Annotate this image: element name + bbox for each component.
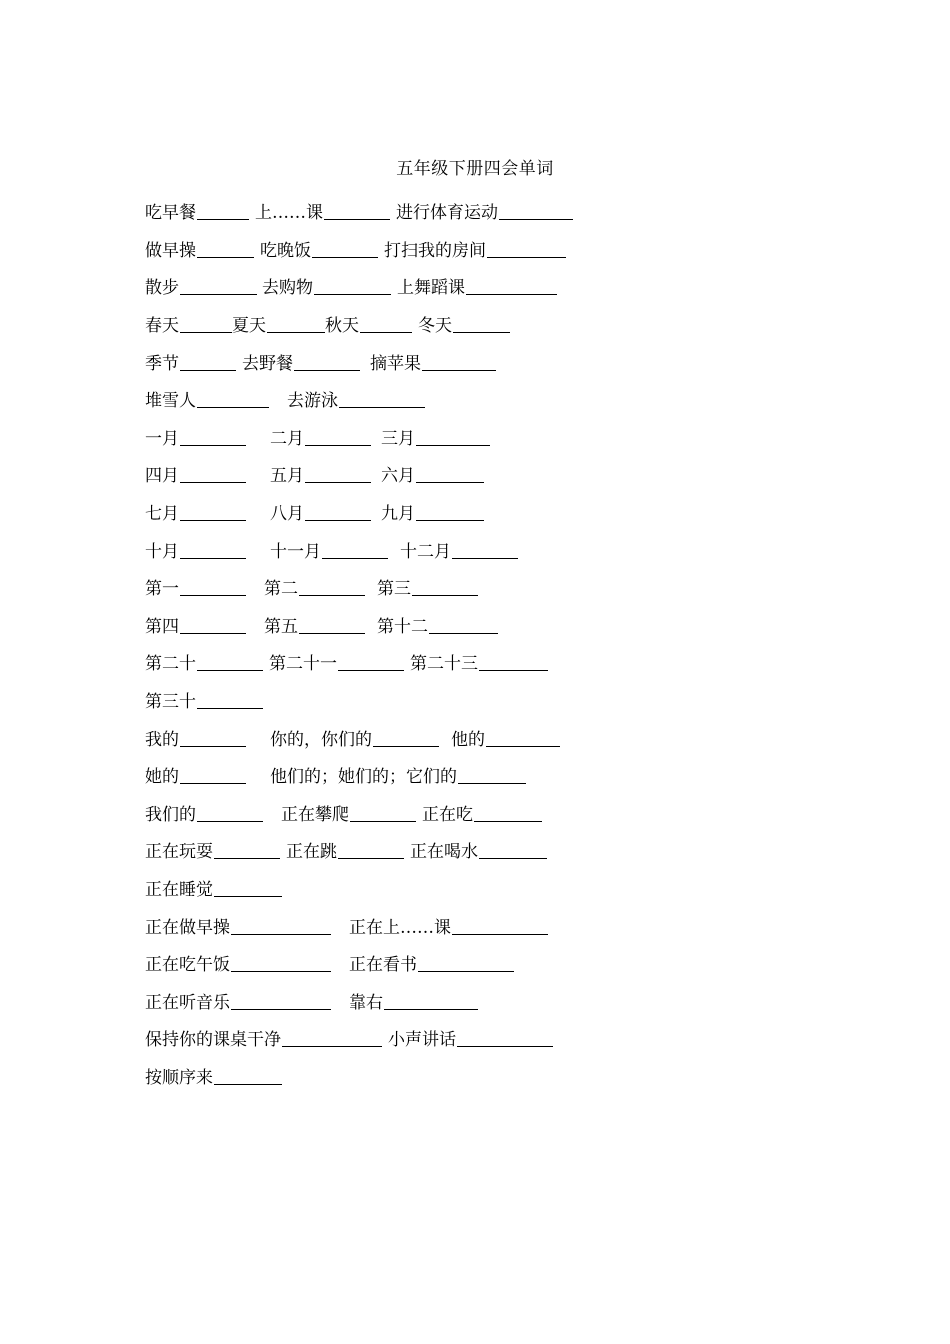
vocab-entry	[396, 198, 573, 223]
vocab-label: 五月	[270, 466, 304, 487]
answer-blank[interactable]	[312, 241, 378, 258]
vocab-label: 正在睡觉	[145, 879, 213, 900]
vocab-entry	[397, 273, 557, 298]
answer-blank[interactable]	[180, 579, 246, 596]
vocab-row	[145, 455, 845, 493]
answer-blank[interactable]	[457, 1030, 553, 1047]
vocab-entry	[410, 837, 547, 862]
answer-blank[interactable]	[384, 993, 478, 1010]
answer-blank[interactable]	[180, 767, 246, 784]
vocab-label: 正在上……课	[349, 917, 451, 938]
vocab-row	[145, 831, 845, 869]
answer-blank[interactable]	[231, 955, 331, 972]
answer-blank[interactable]	[180, 429, 246, 446]
answer-blank[interactable]	[499, 203, 573, 220]
vocab-entry	[242, 349, 360, 374]
vocab-label: 堆雪人	[145, 391, 196, 412]
vocab-label: 四月	[145, 466, 179, 487]
answer-blank[interactable]	[466, 278, 557, 295]
vocab-entry	[145, 236, 254, 261]
vocab-label: 季节	[145, 353, 179, 374]
vocab-entry	[270, 424, 371, 449]
answer-blank[interactable]	[197, 805, 263, 822]
vocab-entry	[270, 461, 371, 486]
answer-blank[interactable]	[294, 354, 360, 371]
answer-blank[interactable]	[452, 918, 548, 935]
vocab-entry	[381, 499, 484, 524]
answer-blank[interactable]	[339, 391, 425, 408]
vocab-label: 第三	[377, 579, 411, 600]
vocab-entry	[381, 461, 484, 486]
vocab-label: 正在攀爬	[281, 804, 349, 825]
vocab-label: 正在吃午饭	[145, 955, 230, 976]
vocab-entry	[145, 1063, 282, 1088]
vocab-row	[145, 606, 845, 644]
answer-blank[interactable]	[474, 805, 542, 822]
answer-blank[interactable]	[231, 918, 331, 935]
vocab-entry	[262, 273, 391, 298]
vocab-entry	[349, 988, 478, 1013]
vocab-label: 小声讲话	[388, 1030, 456, 1051]
vocab-entry	[377, 612, 498, 637]
vocab-row	[145, 267, 845, 305]
answer-blank[interactable]	[305, 429, 371, 446]
vocab-row	[145, 869, 845, 907]
answer-blank[interactable]	[180, 542, 246, 559]
vocab-label: 正在听音乐	[145, 992, 230, 1013]
vocab-entry	[418, 311, 510, 336]
vocab-row	[145, 1019, 845, 1057]
vocab-entry	[422, 800, 542, 825]
vocab-row	[145, 944, 845, 982]
vocab-row	[145, 568, 845, 606]
vocab-label: 第四	[145, 616, 179, 637]
vocab-row	[145, 718, 845, 756]
vocab-label: 散步	[145, 278, 179, 299]
vocab-entry	[270, 537, 388, 562]
vocab-entry	[145, 950, 331, 975]
vocab-label: 进行体育运动	[396, 203, 498, 224]
vocab-entry	[145, 537, 246, 562]
answer-blank[interactable]	[416, 466, 484, 483]
vocab-label: 去野餐	[242, 353, 293, 374]
vocab-entry	[270, 762, 526, 787]
vocab-label: 七月	[145, 504, 179, 525]
vocab-entry	[145, 461, 246, 486]
vocab-entry	[270, 499, 371, 524]
answer-blank[interactable]	[180, 278, 257, 295]
vocab-label: 去购物	[262, 278, 313, 299]
vocab-entry	[384, 236, 566, 261]
answer-blank[interactable]	[486, 730, 560, 747]
vocab-label: 靠右	[349, 992, 383, 1013]
vocab-entry	[377, 574, 478, 599]
vocab-label: 春天	[145, 316, 179, 337]
answer-blank[interactable]	[299, 617, 365, 634]
vocab-entry	[145, 725, 246, 750]
vocab-entry	[145, 424, 246, 449]
vocab-label: 正在玩耍	[145, 842, 213, 863]
answer-blank[interactable]	[416, 504, 484, 521]
vocab-label: 秋天	[325, 316, 359, 337]
vocab-label: 六月	[381, 466, 415, 487]
answer-blank[interactable]	[416, 429, 490, 446]
vocab-label: 一月	[145, 428, 179, 449]
vocab-entry	[349, 950, 514, 975]
answer-blank[interactable]	[197, 241, 254, 258]
answer-blank[interactable]	[180, 316, 232, 333]
answer-blank[interactable]	[479, 842, 547, 859]
vocab-label: 她的	[145, 767, 179, 788]
answer-blank[interactable]	[305, 466, 371, 483]
vocab-entry	[410, 649, 548, 674]
vocab-row	[145, 380, 845, 418]
vocab-label: 做早操	[145, 240, 196, 261]
vocab-label: 第二十	[145, 654, 196, 675]
answer-blank[interactable]	[197, 391, 269, 408]
vocab-entry	[145, 837, 280, 862]
vocab-entry	[145, 386, 269, 411]
answer-blank[interactable]	[453, 316, 510, 333]
vocab-label: 去游泳	[287, 391, 338, 412]
vocab-entry	[264, 612, 365, 637]
answer-blank[interactable]	[267, 316, 325, 333]
vocab-label: 我们的	[145, 804, 196, 825]
answer-blank[interactable]	[214, 1068, 282, 1085]
vocab-label: 吃早餐	[145, 203, 196, 224]
vocab-row	[145, 342, 845, 380]
vocab-entry	[145, 800, 263, 825]
vocab-entry	[145, 762, 246, 787]
vocab-row	[145, 756, 845, 794]
vocab-entry	[145, 311, 232, 336]
vocab-label: 二月	[270, 428, 304, 449]
answer-blank[interactable]	[487, 241, 566, 258]
vocab-row	[145, 192, 845, 230]
vocab-label: 正在吃	[422, 804, 473, 825]
vocab-label: 正在跳	[286, 842, 337, 863]
vocab-label: 第二十三	[410, 654, 478, 675]
vocab-entry	[145, 499, 246, 524]
answer-blank[interactable]	[314, 278, 391, 295]
answer-blank[interactable]	[180, 354, 236, 371]
vocab-label: 冬天	[418, 316, 452, 337]
answer-blank[interactable]	[299, 579, 365, 596]
page-title: 五年级下册四会单词	[396, 159, 554, 179]
vocab-label: 保持你的课桌干净	[145, 1030, 281, 1051]
answer-blank[interactable]	[305, 504, 371, 521]
vocab-entry	[145, 273, 257, 298]
vocab-entry	[286, 837, 404, 862]
answer-blank[interactable]	[360, 316, 412, 333]
vocab-label: 按顺序来	[145, 1067, 213, 1088]
vocab-row	[145, 230, 845, 268]
vocab-entry	[260, 236, 378, 261]
answer-blank[interactable]	[452, 542, 518, 559]
vocab-entry	[145, 612, 246, 637]
vocab-entry	[349, 913, 548, 938]
vocab-row	[145, 794, 845, 832]
answer-blank[interactable]	[373, 730, 439, 747]
answer-blank[interactable]	[429, 617, 498, 634]
answer-blank[interactable]	[350, 805, 416, 822]
vocab-label: 你的，你们的	[270, 729, 372, 750]
vocab-label: 夏天	[232, 316, 266, 337]
vocab-entry	[264, 574, 365, 599]
vocab-entry	[145, 687, 263, 712]
vocab-entry	[145, 349, 236, 374]
vocab-label: 上舞蹈课	[397, 278, 465, 299]
answer-blank[interactable]	[418, 955, 514, 972]
vocab-label: 第三十	[145, 692, 196, 713]
answer-blank[interactable]	[180, 617, 246, 634]
answer-blank[interactable]	[338, 842, 404, 859]
vocab-row	[145, 981, 845, 1019]
vocab-label: 第二十一	[269, 654, 337, 675]
answer-blank[interactable]	[214, 880, 282, 897]
vocab-entry	[269, 649, 404, 674]
vocab-entry	[145, 574, 246, 599]
vocab-label: 他们的；她们的；它们的	[270, 767, 457, 788]
vocab-entry	[451, 725, 560, 750]
vocab-label: 上……课	[255, 203, 323, 224]
vocab-entry	[255, 198, 390, 223]
vocab-entry	[145, 198, 249, 223]
answer-blank[interactable]	[282, 1030, 382, 1047]
answer-blank[interactable]	[324, 203, 390, 220]
vocab-entry	[370, 349, 496, 374]
answer-blank[interactable]	[214, 842, 280, 859]
vocab-label: 摘苹果	[370, 353, 421, 374]
vocab-entry	[145, 1025, 382, 1050]
vocab-entry	[145, 988, 331, 1013]
vocab-label: 正在做早操	[145, 917, 230, 938]
vocab-entry	[381, 424, 490, 449]
vocab-row	[145, 530, 845, 568]
vocab-entry	[400, 537, 518, 562]
vocab-label: 正在看书	[349, 955, 417, 976]
vocab-entry	[145, 875, 282, 900]
vocab-row	[145, 493, 845, 531]
vocab-entry	[145, 913, 331, 938]
vocabulary-list	[145, 192, 845, 1094]
vocab-label: 第二	[264, 579, 298, 600]
answer-blank[interactable]	[197, 203, 249, 220]
vocab-label: 吃晚饭	[260, 240, 311, 261]
answer-blank[interactable]	[231, 993, 331, 1010]
answer-blank[interactable]	[180, 504, 246, 521]
answer-blank[interactable]	[412, 579, 478, 596]
vocab-entry	[270, 725, 439, 750]
vocab-label: 第五	[264, 616, 298, 637]
vocab-entry	[388, 1025, 553, 1050]
answer-blank[interactable]	[338, 654, 404, 671]
vocab-entry	[232, 311, 325, 336]
vocab-label: 八月	[270, 504, 304, 525]
vocab-label: 第一	[145, 579, 179, 600]
vocab-entry	[145, 649, 263, 674]
vocab-entry	[281, 800, 416, 825]
answer-blank[interactable]	[458, 767, 526, 784]
vocab-row	[145, 681, 845, 719]
vocab-entry	[325, 311, 412, 336]
vocab-label: 第十二	[377, 616, 428, 637]
vocab-row	[145, 1057, 845, 1095]
vocab-row	[145, 643, 845, 681]
vocab-label: 我的	[145, 729, 179, 750]
answer-blank[interactable]	[197, 692, 263, 709]
answer-blank[interactable]	[322, 542, 388, 559]
answer-blank[interactable]	[197, 654, 263, 671]
vocab-label: 九月	[381, 504, 415, 525]
vocab-entry	[287, 386, 425, 411]
vocab-label: 十二月	[400, 541, 451, 562]
answer-blank[interactable]	[479, 654, 548, 671]
vocab-label: 十月	[145, 541, 179, 562]
answer-blank[interactable]	[422, 354, 496, 371]
vocab-label: 三月	[381, 428, 415, 449]
vocab-label: 打扫我的房间	[384, 240, 486, 261]
answer-blank[interactable]	[180, 730, 246, 747]
vocab-row	[145, 305, 845, 343]
vocab-row	[145, 906, 845, 944]
vocab-row	[145, 418, 845, 456]
vocab-label: 十一月	[270, 541, 321, 562]
answer-blank[interactable]	[180, 466, 246, 483]
vocab-label: 他的	[451, 729, 485, 750]
vocab-label: 正在喝水	[410, 842, 478, 863]
